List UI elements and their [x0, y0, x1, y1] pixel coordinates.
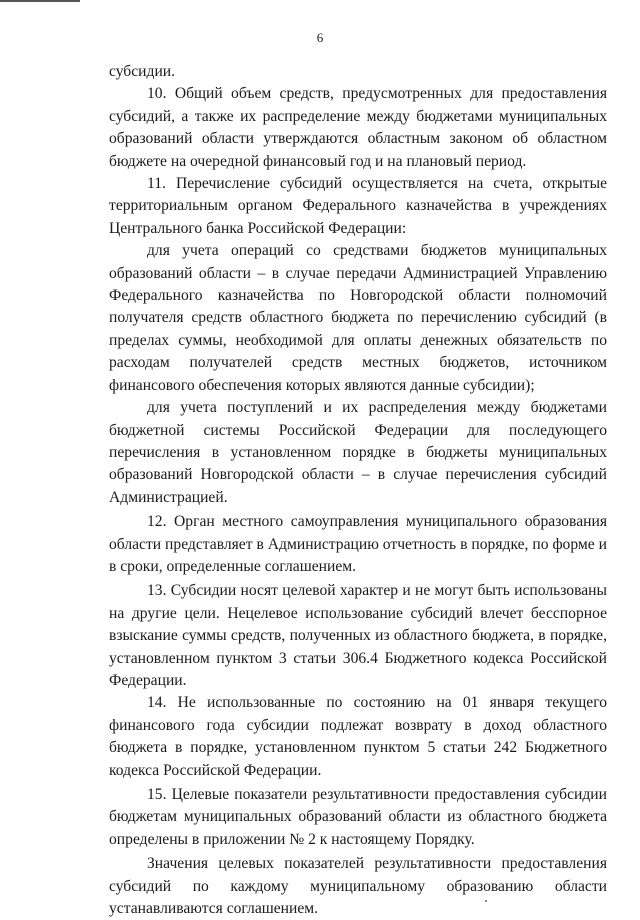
paragraph-14: 14. Не использованные по состоянию на 01 января текущего финансового года субсидии подлежат возврату в доход областного бюджета в порядке, установленном пунктом 5 статьи 242 Бюджетного кодекса Российской Федерации. [109, 694, 607, 779]
page-number: 6 [316, 30, 324, 45]
paragraph-10: 10. Общий объем средств, предусмотренных для предоставления субсидий, а также их распределение между бюджетами муниципальных образований области утверждаются областным законом об областном бюджете на очередной финансовый год и на плановый период. [109, 85, 607, 170]
paragraph-11-item-2: для учета поступлений и их распределения между бюджетами бюджетной системы Российской Федерации для последующего перечисления в установленном порядке в бюджеты муниципальных образований Новгородской области – в случае перечисления субсидий Администрацией. [109, 399, 607, 506]
paragraph-13: 13. Субсидии носят целевой характер и не могут быть использованы на другие цели. Нецелевое использование субсидий влечет бесспорное взыскание суммы средств, полученных из областного бюджета, в порядке, установленном пунктом 3 статьи 306.4 Бюджетного кодекса Российской Федерации. [109, 582, 607, 689]
paragraph-12: 12. Орган местного самоуправления муниципального образования области представляет в Администрацию отчетность в порядке, по форме и в сроки, определенные соглашением. [109, 513, 607, 575]
paragraph-15-values: Значения целевых показателей результативности предоставления субсидий по каждому муниципальному образованию области устанавливаются соглашением. [109, 855, 607, 918]
paragraph-11: 11. Перечисление субсидий осуществляется на счета, открытые территориальным органом Федерального казначейства в учреждениях Центрального банка Российской Федерации: [109, 175, 607, 237]
paragraph-continuation: субсидии. [109, 63, 176, 80]
header-rule [0, 0, 80, 2]
scan-speck [485, 900, 487, 902]
paragraph-15: 15. Целевые показатели результативности предоставления субсидии бюджетам муниципальных образований области из областного бюджета определены в приложении № 2 к настоящему Порядку. [109, 786, 607, 848]
document-body [109, 61, 607, 920]
paragraph-11-item-1: для учета операций со средствами бюджетов муниципальных образований области – в случае передачи Администрацией Управлению Федерального казначейства по Новгородской области полномочий получателя средств областного бюджета по перечислению субсидий (в пределах суммы, необходимой для оплаты денежных обязательств по расходам получателей средств местных бюджетов, источником финансового обеспечения которых являются данные субсидии); [109, 242, 607, 394]
